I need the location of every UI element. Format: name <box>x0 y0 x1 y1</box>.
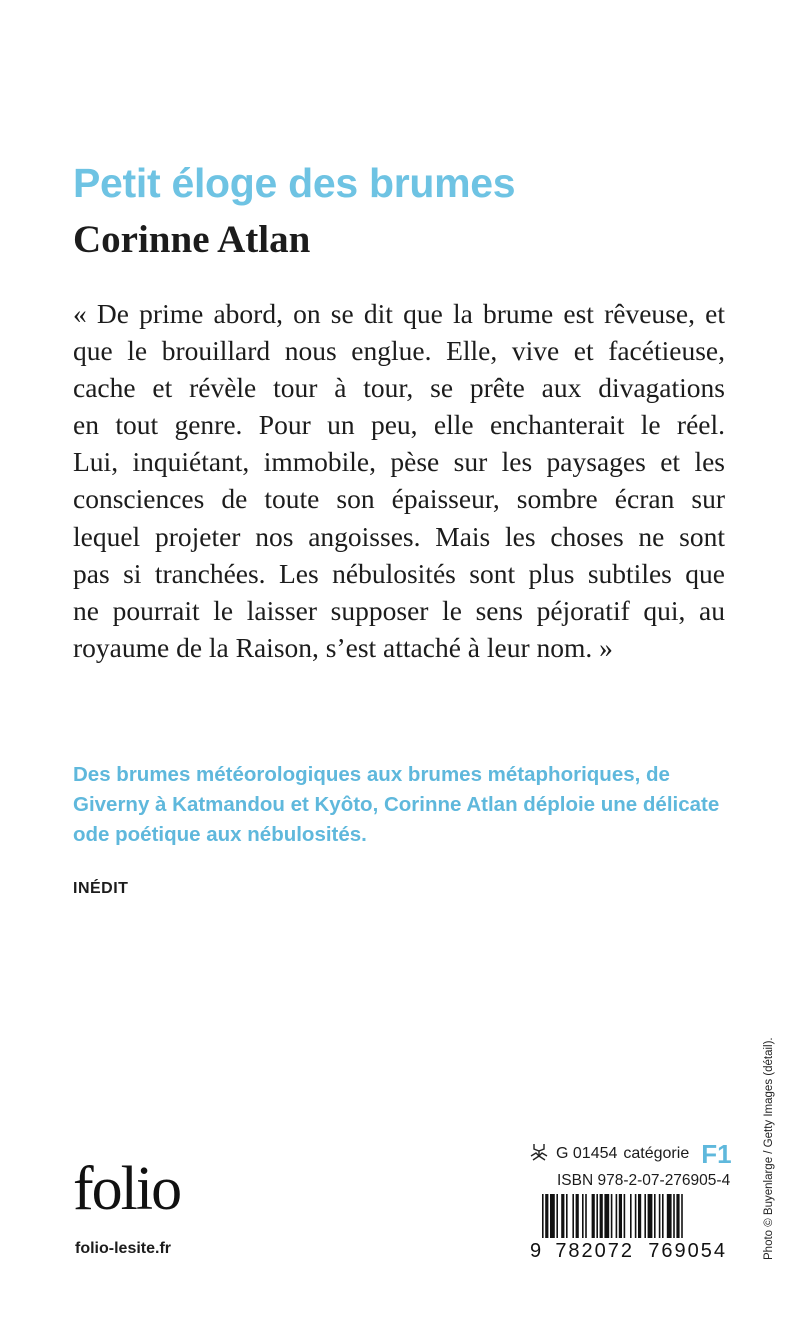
author-name: Corinne Atlan <box>73 218 311 261</box>
barcode-bar <box>592 1194 595 1238</box>
publisher-logo: folio <box>73 1155 181 1223</box>
inedit-label: INÉDIT <box>73 880 129 897</box>
blurb-line: ode poétique aux nébulosités. <box>73 823 367 846</box>
blurb <box>73 760 733 850</box>
quote-line: royaume de la Raison, s’est attaché à leur nom. » <box>73 631 613 663</box>
barcode-digit-group: 769054 <box>648 1240 727 1262</box>
barcode-digit-group: 9 <box>530 1240 542 1262</box>
paper-recycle-icon <box>528 1141 550 1168</box>
barcode-bar <box>542 1194 544 1238</box>
barcode-bar <box>638 1194 641 1238</box>
barcode-bar <box>596 1194 598 1238</box>
book-title: Petit éloge des brumes <box>73 160 516 206</box>
photo-credit: Photo © Buyenlarge / Getty Images (détail). <box>763 1037 775 1260</box>
barcode-bar <box>667 1194 672 1238</box>
barcode-bar <box>604 1194 609 1238</box>
barcode-bar <box>648 1194 653 1238</box>
barcode-bar <box>582 1194 584 1238</box>
barcode-bar <box>545 1194 548 1238</box>
quote-line: pas si tranchées. Les nébulosités sont plus subtiles que <box>73 557 725 589</box>
quote-block <box>73 295 725 666</box>
barcode-bar <box>561 1194 564 1238</box>
barcode <box>530 1194 727 1244</box>
barcode-bar <box>585 1194 587 1238</box>
barcode-bar <box>576 1194 579 1238</box>
barcode-digits <box>530 1240 727 1263</box>
quote-line: cache et révèle tour à tour, se prête aux divagations <box>73 372 725 404</box>
barcode-bar <box>630 1194 632 1238</box>
quote-line: en tout genre. Pour un peu, elle enchanterait le réel. <box>73 409 725 441</box>
barcode-bar <box>676 1194 679 1238</box>
publisher-website[interactable]: folio-lesite.fr <box>75 1240 172 1257</box>
barcode-bar <box>662 1194 664 1238</box>
barcode-bar <box>659 1194 661 1238</box>
barcode-bar <box>624 1194 626 1238</box>
quote-line: ne pourrait le laisser supposer le sens péjoratif qui, au <box>73 594 725 626</box>
category-code: F1 <box>701 1138 732 1169</box>
catalog-code-line <box>528 1139 732 1169</box>
barcode-bar <box>673 1194 675 1238</box>
barcode-bar <box>616 1194 618 1238</box>
barcode-bar <box>635 1194 637 1238</box>
quote-line: consciences de toute son épaisseur, sombre écran sur <box>73 483 725 515</box>
barcode-bar <box>556 1194 558 1238</box>
barcode-bar <box>644 1194 646 1238</box>
quote-line: Lui, inquiétant, immobile, pèse sur les paysages et les <box>73 446 725 478</box>
category-label: catégorie <box>623 1145 690 1162</box>
barcode-bar <box>550 1194 555 1238</box>
quote-line: « De prime abord, on se dit que la brume est rêveuse, et <box>73 298 725 329</box>
quote-line: que le brouillard nous englue. Elle, vive et facétieuse, <box>73 335 725 367</box>
blurb-line: Giverny à Katmandou et Kyôto, Corinne Atlan déploie une délicate <box>73 793 720 816</box>
barcode-digit-group: 782072 <box>555 1240 635 1262</box>
isbn: ISBN 978-2-07-276905-4 <box>557 1172 731 1189</box>
barcode-bar <box>572 1194 574 1238</box>
barcode-bar <box>681 1194 683 1238</box>
barcode-bar <box>566 1194 568 1238</box>
catalog-code: G 01454 <box>556 1145 618 1162</box>
barcode-bar <box>654 1194 656 1238</box>
barcode-bar <box>600 1194 603 1238</box>
barcode-bar <box>611 1194 613 1238</box>
quote-line: lequel projeter nos angoisses. Mais les choses ne sont <box>73 520 725 552</box>
blurb-line: Des brumes météorologiques aux brumes métaphoriques, de <box>73 763 670 786</box>
barcode-bar <box>619 1194 622 1238</box>
